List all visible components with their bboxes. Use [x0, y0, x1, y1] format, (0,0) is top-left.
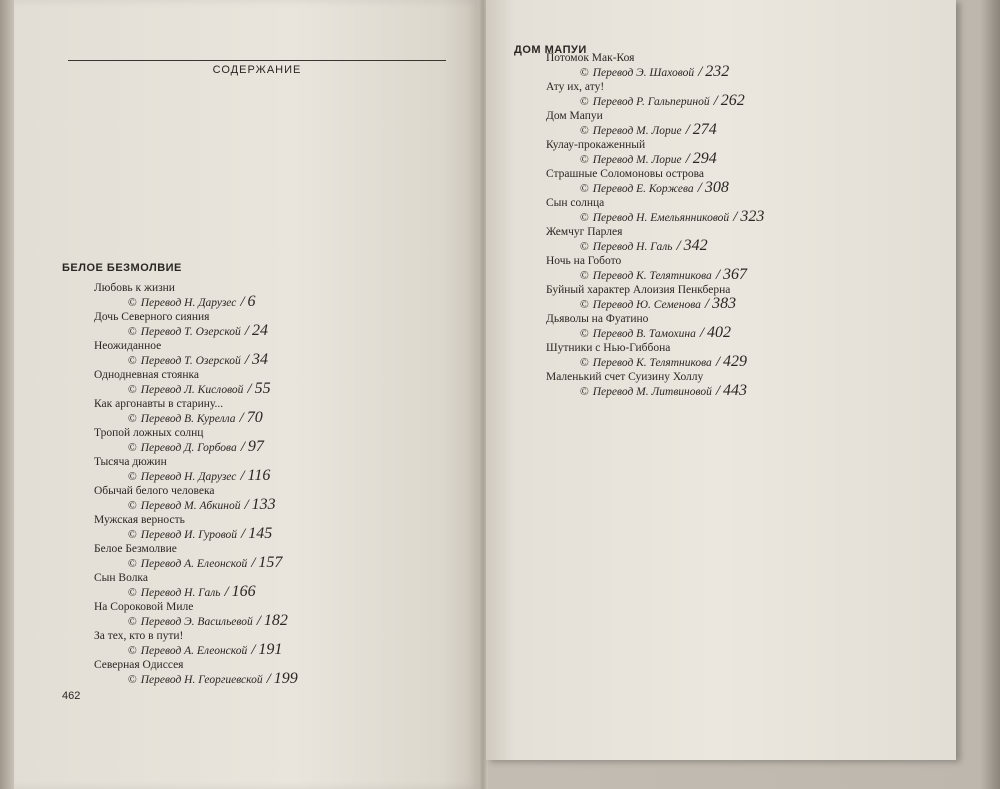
translator-credit: Перевод Р. Гальпериной: [592, 96, 710, 108]
toc-entry-title: На Сороковой Миле: [94, 601, 194, 613]
translator-credit: Перевод М. Абкиной: [140, 500, 241, 512]
page-separator: /: [256, 613, 261, 629]
toc-entry-page: 262: [720, 92, 745, 109]
copyright-symbol: ©: [128, 326, 137, 338]
copyright-symbol: ©: [580, 299, 589, 311]
translator-credit: Перевод Н. Георгиевской: [140, 674, 263, 686]
toc-entry-credit: [128, 554, 282, 572]
copyright-symbol: ©: [128, 558, 137, 570]
toc-entry-title: Дочь Северного сияния: [94, 311, 210, 323]
toc-entry-title: Северная Одиссея: [94, 659, 184, 671]
toc-entry-page: 24: [251, 322, 268, 339]
toc-entry-title: Сын солнца: [546, 197, 605, 209]
copyright-symbol: ©: [580, 328, 589, 340]
page-separator: /: [733, 209, 738, 225]
contents-heading: СОДЕРЖАНИЕ: [212, 64, 302, 76]
page-separator: /: [241, 526, 246, 542]
toc-entry-title: Любовь к жизни: [94, 282, 175, 294]
header-rule: [68, 60, 446, 61]
translator-credit: Перевод М. Лорие: [592, 154, 682, 166]
toc-entry-title: Белое Безмолвие: [94, 543, 177, 555]
toc-entry-credit: [128, 496, 276, 514]
toc-entry-credit: [128, 438, 264, 456]
translator-credit: Перевод Э. Шаховой: [592, 67, 695, 79]
page-separator: /: [676, 238, 681, 254]
copyright-symbol: ©: [128, 471, 137, 483]
page-separator: /: [240, 439, 245, 455]
toc-entry-page: 34: [251, 351, 268, 368]
page-separator: /: [244, 497, 249, 513]
toc-entry-page: 70: [246, 409, 263, 426]
copyright-symbol: ©: [128, 355, 137, 367]
toc-entry-title: Тысяча дюжин: [94, 456, 167, 468]
toc-entry-credit: [128, 322, 268, 340]
toc-entry-page: 166: [231, 583, 256, 600]
copyright-symbol: ©: [580, 154, 589, 166]
toc-entry-credit: [128, 467, 270, 485]
toc-entry-title: Жемчуг Парлея: [546, 226, 623, 238]
toc-entry-title: Страшные Соломоновы острова: [546, 168, 704, 180]
toc-entry-title: Буйный характер Алоизия Пенкберна: [546, 284, 731, 296]
toc-entry-title: Ночь на Гобото: [546, 255, 622, 267]
copyright-symbol: ©: [128, 587, 137, 599]
toc-entry-page: 6: [247, 293, 256, 310]
toc-entry-page: 402: [707, 324, 731, 341]
translator-credit: Перевод Н. Дарузес: [140, 471, 237, 483]
page-separator: /: [715, 267, 720, 283]
toc-entry-credit: [580, 382, 747, 400]
toc-entry-credit: [128, 351, 268, 369]
toc-entry-title: Шутники с Нью-Гиббона: [546, 342, 671, 354]
copyright-symbol: ©: [128, 442, 137, 454]
translator-credit: Перевод Н. Галь: [592, 241, 673, 253]
copyright-symbol: ©: [580, 67, 589, 79]
toc-entry-page: 133: [251, 496, 276, 513]
toc-entry-title: Мужская верность: [94, 514, 185, 526]
page-separator: /: [698, 64, 703, 80]
toc-entry-credit: [580, 324, 731, 342]
toc-entry-page: 145: [248, 525, 273, 542]
toc-entry-page: 116: [247, 467, 271, 484]
page-separator: /: [715, 383, 721, 399]
toc-entry-credit: [128, 612, 288, 630]
translator-credit: Перевод Э. Васильевой: [140, 616, 253, 628]
page-separator: /: [224, 584, 229, 600]
translator-credit: Перевод К. Телятникова: [592, 357, 712, 369]
toc-entry-title: Обычай белого человека: [94, 485, 215, 497]
toc-entry-title: За тех, кто в пути!: [94, 630, 184, 642]
page-separator: /: [244, 323, 249, 339]
page-number: 462: [62, 690, 81, 702]
toc-entry-credit: [128, 380, 271, 398]
right-page: [486, 0, 956, 760]
copyright-symbol: ©: [580, 270, 589, 282]
page-separator: /: [266, 671, 271, 687]
page-separator: /: [699, 325, 704, 341]
page-separator: /: [240, 294, 245, 310]
toc-entry-page: 294: [692, 150, 717, 167]
toc-entry-title: Неожиданное: [94, 340, 162, 352]
toc-entry-credit: [128, 670, 298, 688]
copyright-symbol: ©: [128, 674, 137, 686]
copyright-symbol: ©: [128, 500, 137, 512]
toc-entry-credit: [580, 208, 764, 226]
translator-credit: Перевод К. Телятникова: [592, 270, 712, 282]
copyright-symbol: ©: [580, 125, 589, 137]
toc-entry-page: 157: [258, 554, 283, 571]
translator-credit: Перевод Н. Дарузес: [140, 297, 237, 309]
copyright-symbol: ©: [128, 413, 137, 425]
toc-entry-credit: [580, 353, 747, 371]
page-separator: /: [713, 93, 718, 109]
section-title-beloe-bezmolvie: БЕЛОЕ БЕЗМОЛВИЕ: [62, 262, 182, 274]
toc-entry-credit: [580, 150, 717, 168]
section-title-dom-mapui: ДОМ МАПУИ: [514, 44, 587, 56]
page-separator: /: [685, 151, 690, 167]
toc-entry-credit: [580, 295, 736, 313]
toc-entry-page: 308: [704, 179, 729, 196]
toc-entry-page: 232: [705, 63, 730, 80]
toc-entry-page: 274: [692, 121, 717, 138]
page-separator: /: [715, 354, 720, 370]
page-separator: /: [685, 122, 690, 138]
toc-entry-page: 182: [263, 612, 288, 629]
page-separator: /: [244, 352, 249, 368]
toc-entry-page: 342: [683, 237, 708, 254]
translator-credit: Перевод М. Литвиновой: [592, 386, 712, 398]
translator-credit: Перевод Л. Кисловой: [140, 384, 244, 396]
copyright-symbol: ©: [128, 616, 137, 628]
copyright-symbol: ©: [580, 357, 589, 369]
copyright-symbol: ©: [580, 241, 589, 253]
copyright-symbol: ©: [580, 386, 589, 398]
page-separator: /: [697, 180, 702, 196]
copyright-symbol: ©: [128, 297, 137, 309]
translator-credit: Перевод Н. Емельянниковой: [592, 212, 730, 224]
toc-entry-credit: [128, 525, 272, 543]
left-page: [14, 0, 480, 789]
toc-entry-credit: [580, 237, 708, 255]
page-separator: /: [251, 555, 256, 571]
toc-entry-title: Тропой ложных солнц: [94, 427, 204, 439]
toc-entry-title: Однодневная стоянка: [94, 369, 200, 381]
page-separator: /: [251, 642, 256, 658]
toc-entry-title: Сын Волка: [94, 572, 148, 584]
toc-entry-title: Как аргонавты в старину...: [94, 398, 224, 410]
copyright-symbol: ©: [128, 529, 137, 541]
toc-entry-page: 55: [254, 380, 271, 397]
translator-credit: Перевод Д. Горбова: [140, 442, 237, 454]
toc-entry-title: Дьяволы на Фуатино: [546, 313, 649, 325]
toc-entry-credit: [580, 121, 717, 139]
translator-credit: Перевод М. Лорие: [592, 125, 682, 137]
copyright-symbol: ©: [580, 96, 589, 108]
page-separator: /: [704, 296, 710, 312]
translator-credit: Перевод И. Гуровой: [140, 529, 238, 541]
toc-entry-page: 97: [247, 438, 264, 455]
toc-entry-page: 383: [712, 295, 737, 312]
translator-credit: Перевод В. Тамохина: [592, 328, 696, 340]
translator-credit: Перевод В. Курелла: [140, 413, 236, 425]
toc-entry-credit: [128, 583, 256, 601]
toc-entry-credit: [580, 92, 745, 110]
toc-entry-title: Кулау-прокаженный: [546, 139, 646, 151]
translator-credit: Перевод А. Елеонской: [140, 558, 248, 570]
toc-entry-title: Дом Мапуи: [546, 110, 603, 122]
copyright-symbol: ©: [580, 212, 589, 224]
translator-credit: Перевод А. Елеонской: [140, 645, 248, 657]
toc-entry-title: Маленький счет Суизину Холлу: [546, 371, 704, 383]
copyright-symbol: ©: [580, 183, 589, 195]
toc-entry-credit: [128, 641, 282, 659]
copyright-symbol: ©: [128, 645, 137, 657]
toc-entry-page: 323: [740, 208, 765, 225]
translator-credit: Перевод Н. Галь: [140, 587, 221, 599]
toc-entry-page: 191: [258, 641, 283, 658]
toc-entry-page: 429: [722, 353, 747, 370]
copyright-symbol: ©: [128, 384, 137, 396]
translator-credit: Перевод Т. Озерской: [140, 355, 241, 367]
toc-entry-credit: [580, 266, 747, 284]
toc-entry-page: 199: [273, 670, 298, 687]
toc-entry-credit: [128, 409, 263, 427]
toc-entry-page: 367: [722, 266, 747, 283]
toc-entry-credit: [580, 63, 729, 81]
translator-credit: Перевод Т. Озерской: [140, 326, 241, 338]
toc-entry-credit: [580, 179, 729, 197]
page-separator: /: [239, 410, 244, 426]
page-separator: /: [247, 381, 252, 397]
toc-entry-page: 443: [723, 382, 748, 399]
translator-credit: Перевод Ю. Семенова: [592, 299, 701, 311]
translator-credit: Перевод Е. Коржева: [592, 183, 694, 195]
page-separator: /: [240, 468, 245, 484]
toc-entry-title: Ату их, ату!: [546, 81, 605, 93]
toc-entry-credit: [128, 293, 256, 311]
toc-entry-title: Потомок Мак-Коя: [546, 52, 635, 64]
